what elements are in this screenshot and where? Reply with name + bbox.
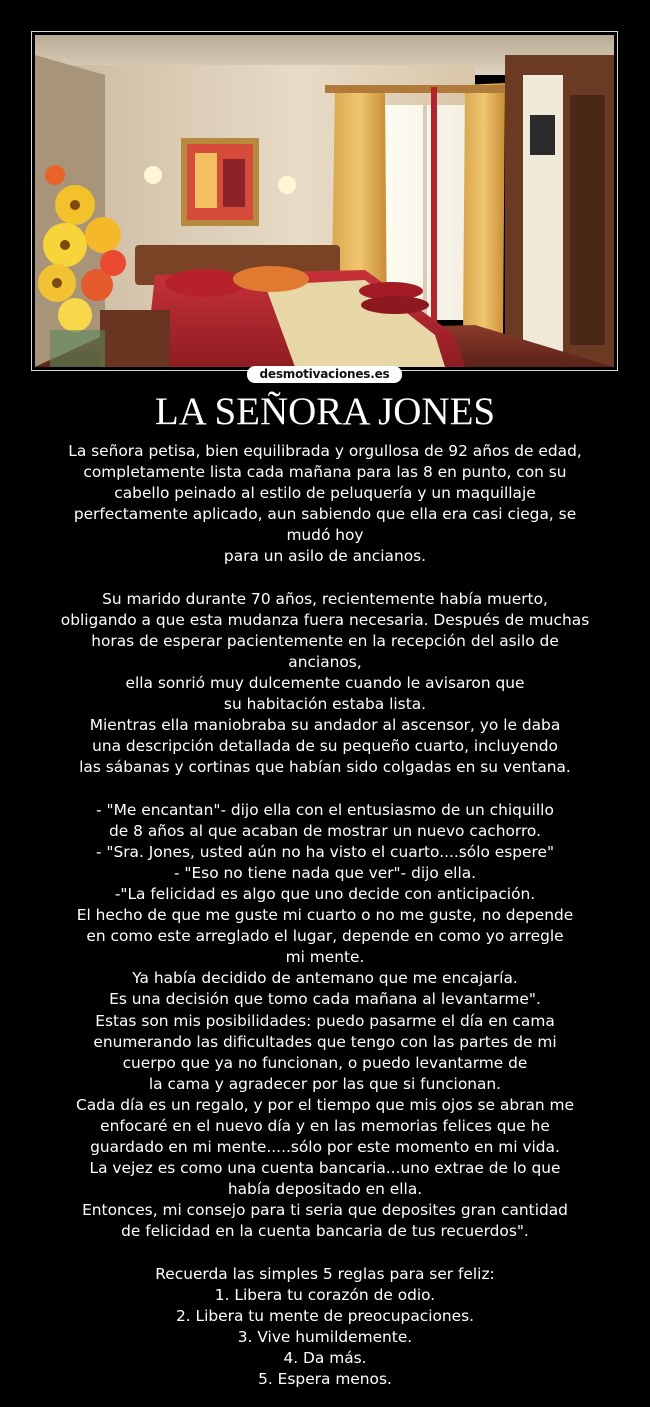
- text-line: - "Eso no tiene nada que ver"- dijo ella.: [173, 863, 477, 882]
- text-line: 4. Da más.: [283, 1349, 367, 1368]
- text-line: enfocaré en el nuevo día y en las memorias felices que he: [100, 1117, 550, 1135]
- blank-line: [40, 1243, 610, 1264]
- text-line: guardado en mi mente.....sólo por este momento en mi vida.: [90, 1138, 560, 1157]
- text-line: mi mente.: [285, 948, 365, 967]
- text-line: completamente lista cada mañana para las 8 en punto, con su: [83, 463, 567, 482]
- text-line: Mientras ella maniobraba su andador al ascensor, yo le daba: [89, 716, 561, 735]
- text-line: El hecho de que me guste mi cuarto o no me guste, no depende: [76, 906, 574, 925]
- text-line: ella sonrió muy dulcemente cuando le avisaron que: [125, 674, 525, 693]
- text-line: 3. Vive humildemente.: [237, 1327, 413, 1346]
- text-line: 2. Libera tu mente de preocupaciones.: [175, 1306, 475, 1325]
- text-line: una descripción detallada de su pequeño cuarto, incluyendo: [92, 737, 558, 756]
- text-line: La vejez es como una cuenta bancaria...uno extrae de lo que: [89, 1159, 561, 1178]
- text-line: Es una decisión que tomo cada mañana al levantarme".: [109, 990, 541, 1009]
- text-line: en como este arreglado el lugar, depende en como yo arregle: [86, 927, 564, 946]
- text-line: - "Me encantan"- dijo ella con el entusiasmo de un chiquillo: [96, 800, 554, 819]
- text-line: Entonces, mi consejo para ti seria que deposites gran cantidad: [82, 1201, 568, 1220]
- text-line: cabello peinado al estilo de peluquería y un maquillaje: [114, 484, 536, 503]
- text-line: ancianos,: [288, 652, 362, 671]
- text-line: la cama y agradecer por las que si funcionan.: [148, 1074, 502, 1093]
- text-line: para un asilo de ancianos.: [223, 547, 427, 566]
- text-line: las sábanas y cortinas que habían sido colgadas en su ventana.: [79, 758, 571, 777]
- text-line: mudó hoy: [286, 526, 364, 545]
- text-line: su habitación estaba lista.: [223, 695, 427, 714]
- text-line: obligando a que esta mudanza fuera necesaria. Después de muchas: [60, 610, 590, 629]
- blank-line: [40, 568, 610, 589]
- text-line: Ya había decidido de antemano que me encajaría.: [132, 969, 518, 988]
- text-line: perfectamente aplicado, aun sabiendo que ella era casi ciega, se: [73, 505, 577, 524]
- text-line: - "Sra. Jones, usted aún no ha visto el cuarto....sólo espere": [95, 842, 555, 861]
- text-line: 5. Espera menos.: [258, 1370, 392, 1389]
- text-line: Su marido durante 70 años, recientemente había muerto,: [102, 589, 548, 608]
- text-line: La señora petisa, bien equilibrada y orgullosa de 92 años de edad,: [68, 442, 582, 460]
- text-line: -"La felicidad es algo que uno decide con anticipación.: [114, 884, 536, 903]
- hotel-room-photo: [35, 35, 614, 367]
- text-line: horas de esperar pacientemente en la recepción del asilo de: [91, 631, 559, 650]
- text-line: 1. Libera tu corazón de odio.: [214, 1285, 436, 1304]
- text-line: Cada día es un regalo, y por el tiempo que mis ojos se abran me: [76, 1095, 574, 1114]
- text-line: de felicidad en la cuenta bancaria de tus recuerdos".: [121, 1222, 529, 1241]
- text-line: enumerando las dificultades que tengo con las partes de mi: [93, 1032, 557, 1051]
- text-line: había depositado en ella.: [227, 1180, 423, 1199]
- site-watermark: desmotivaciones.es: [247, 366, 402, 383]
- photo-frame: [31, 31, 618, 371]
- text-line: Estas son mis posibilidades: puedo pasarme el día en cama: [95, 1011, 555, 1030]
- text-line: cuerpo que ya no funcionan, o puedo levantarme de: [122, 1053, 528, 1072]
- poster-title: LA SEÑORA JONES: [154, 390, 496, 433]
- text-line: Recuerda las simples 5 reglas para ser feliz:: [155, 1264, 495, 1283]
- blank-line: [40, 779, 610, 800]
- text-line: de 8 años al que acaban de mostrar un nuevo cachorro.: [109, 821, 541, 840]
- poster-body-text: [40, 441, 610, 1390]
